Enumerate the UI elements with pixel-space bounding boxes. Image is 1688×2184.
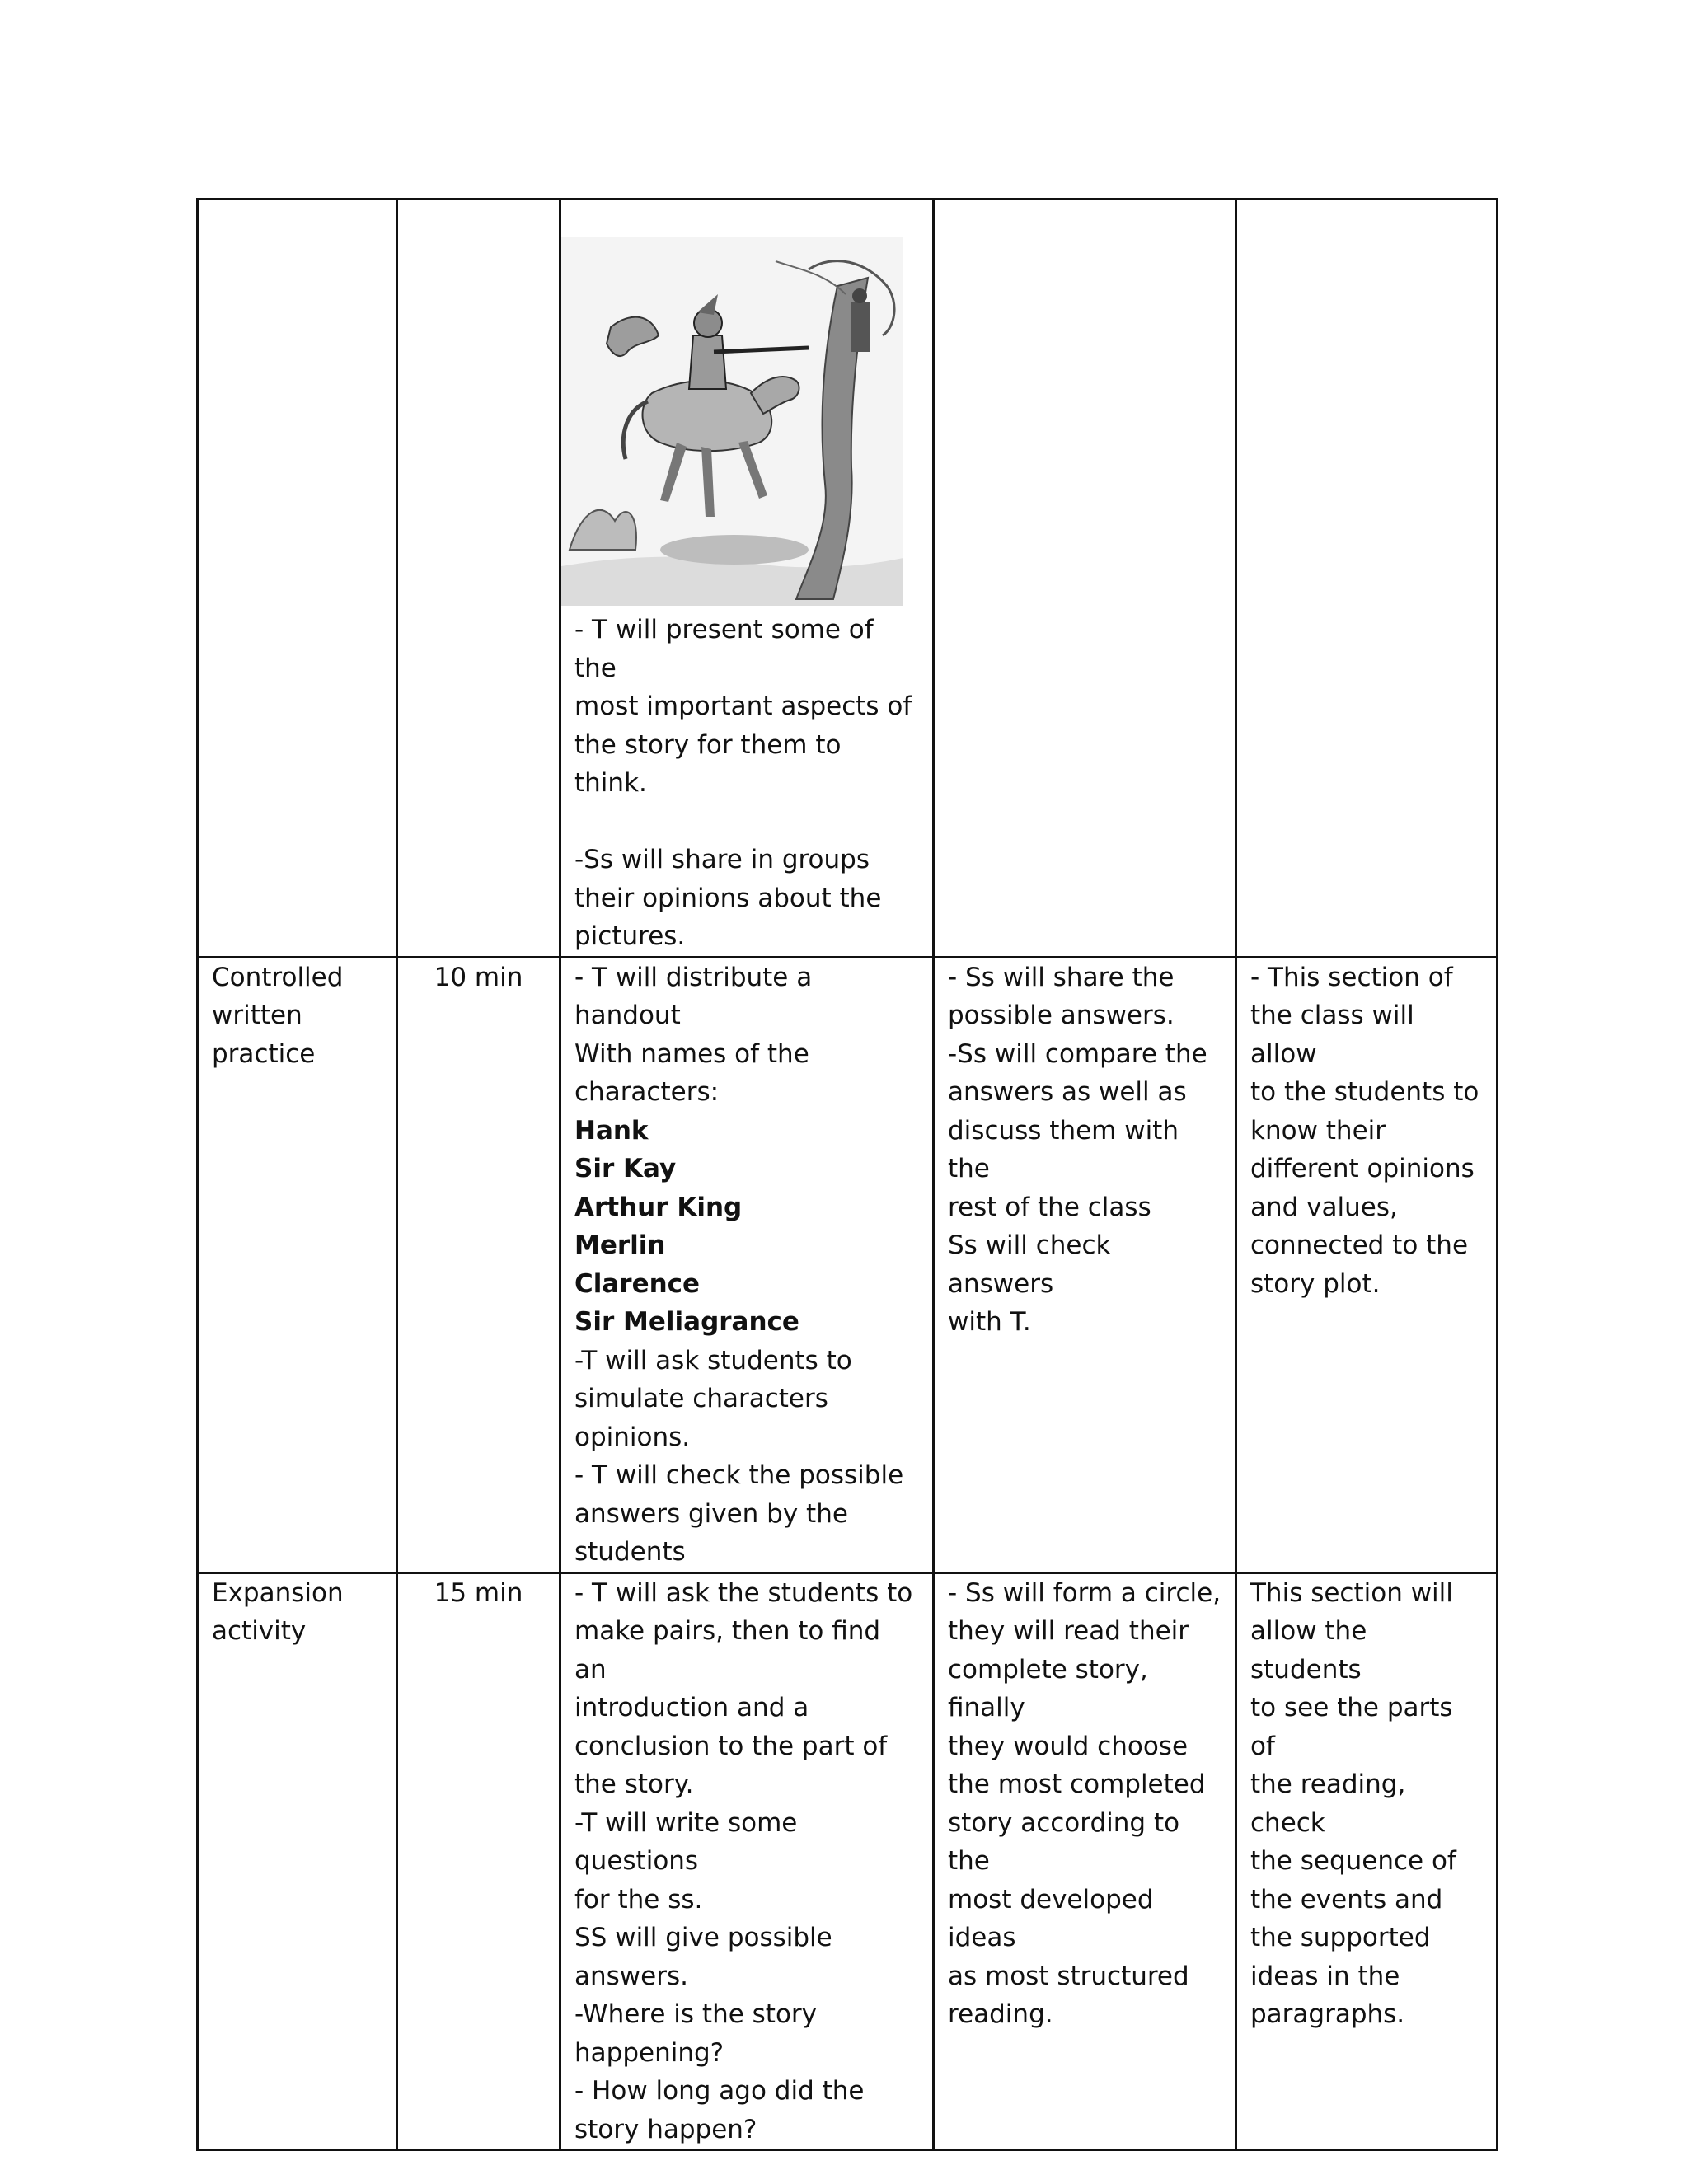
time-cell — [397, 1572, 560, 2150]
text-line: -Ss will compare the — [948, 1038, 1207, 1069]
text-line: to the students to — [1250, 1077, 1479, 1107]
character-name: Hank — [574, 1115, 649, 1146]
text-line: - This section of — [1250, 962, 1453, 992]
character-name: Sir Kay — [574, 1154, 677, 1183]
text-line: answers as well as — [948, 1077, 1187, 1107]
text-line: rest of the class — [948, 1192, 1151, 1222]
purpose-cell — [1236, 957, 1498, 1572]
teacher-activity-cell — [560, 199, 934, 958]
text-line: - T will distribute a handout — [574, 962, 821, 1030]
text-line: happening? — [574, 2037, 724, 2068]
text-line: written — [212, 1001, 302, 1030]
text-line: the supported — [1250, 1923, 1431, 1952]
text-line: make pairs, then to find an — [574, 1616, 889, 1685]
text-line — [574, 803, 919, 841]
stage-cell — [198, 1572, 397, 2150]
text-line: the sequence of — [1250, 1846, 1456, 1876]
text-line: for the ss. — [574, 1884, 703, 1915]
text-line: -T will write some questions — [574, 1807, 806, 1876]
character-name: Clarence — [574, 1268, 701, 1299]
text-line: - How long ago did the — [574, 2076, 865, 2106]
text-line: the class will allow — [1250, 1001, 1423, 1069]
text-line: With names of the — [574, 1038, 809, 1069]
student-activity-cell — [934, 957, 1236, 1572]
teacher-activity-cell — [560, 1572, 934, 2150]
text-line: the reading, check — [1250, 1769, 1414, 1838]
text-line: the events and — [1250, 1884, 1443, 1915]
text-line: allow the students — [1250, 1616, 1376, 1685]
text-line: Expansion — [212, 1577, 344, 1608]
table-row — [198, 199, 1498, 958]
text-line: -Ss will share in groups — [574, 845, 870, 874]
text-line: complete story, finally — [948, 1654, 1156, 1722]
stage-cell — [198, 199, 397, 958]
text-line: the most completed — [948, 1769, 1206, 1799]
text-line: SS will give possible — [574, 1923, 832, 1952]
text-line: ideas in the — [1250, 1961, 1400, 1991]
character-name: Arthur King — [574, 1192, 743, 1222]
text-line: and values, — [1250, 1192, 1398, 1222]
table-row — [198, 1572, 1498, 2150]
lesson-plan-table — [196, 198, 1498, 2151]
time-cell — [397, 957, 560, 1572]
text-line: opinions. — [574, 1422, 691, 1452]
text-line: as most structured — [948, 1961, 1189, 1991]
text-line: reading. — [948, 1999, 1053, 2029]
text-line: introduction and a — [574, 1693, 809, 1722]
character-name: Sir Meliagrance — [574, 1307, 799, 1337]
text-line: - Ss will form a circle, — [948, 1577, 1221, 1608]
text-line: possible answers. — [948, 1001, 1175, 1030]
text-line: This section will — [1250, 1577, 1453, 1608]
purpose-cell — [1236, 199, 1498, 958]
text-line: to see the parts of — [1250, 1693, 1461, 1761]
text-line: discuss them with the — [948, 1115, 1187, 1183]
text-line: -T will ask students to — [574, 1345, 852, 1376]
text-line: story according to the — [948, 1807, 1188, 1876]
time-cell — [397, 199, 560, 958]
text-line: -Where is the story — [574, 1999, 818, 2029]
text-line: connected to the — [1250, 1230, 1469, 1260]
text-line: the story for them to think. — [574, 729, 850, 798]
text-line: answers. — [574, 1961, 688, 1991]
student-activity-cell — [934, 199, 1236, 958]
text-line: practice — [212, 1038, 316, 1069]
text-line: know their — [1250, 1115, 1386, 1146]
time-value: 15 min — [434, 1577, 523, 1608]
text-line: characters: — [574, 1077, 720, 1107]
text-line: story plot. — [1250, 1268, 1381, 1299]
text-line: - T will check the possible — [574, 1460, 904, 1490]
text-line: - T will present some of the — [574, 615, 882, 683]
text-line: with T. — [948, 1307, 1031, 1337]
teacher-activity-cell — [560, 957, 934, 1572]
text-line: their opinions about the — [574, 883, 882, 913]
text-line: different opinions — [1250, 1154, 1475, 1183]
student-activity-cell — [934, 1572, 1236, 2150]
character-list — [574, 1112, 919, 1342]
time-value: 10 min — [434, 962, 523, 992]
text-line: pictures. — [574, 921, 686, 951]
text-line: - T will ask the students to — [574, 1577, 913, 1608]
text-line: paragraphs. — [1250, 1999, 1405, 2029]
stage-cell — [198, 957, 397, 1572]
purpose-cell — [1236, 1572, 1498, 2150]
character-name: Merlin — [574, 1230, 666, 1260]
table-row — [198, 957, 1498, 1572]
text-line: answers given by the — [574, 1498, 848, 1529]
text-line: activity — [212, 1616, 307, 1646]
knight-on-horse-illustration — [561, 237, 903, 606]
text-line: most developed ideas — [948, 1884, 1162, 1952]
text-line: Ss will check answers — [948, 1230, 1119, 1299]
text-line: Controlled — [212, 962, 344, 992]
text-line: story happen? — [574, 2114, 757, 2144]
text-line: - Ss will share the — [948, 962, 1175, 992]
text-line: they would choose — [948, 1731, 1189, 1761]
text-line: simulate characters — [574, 1384, 828, 1413]
text-line: most important aspects of — [574, 691, 912, 721]
text-line: they will read their — [948, 1616, 1189, 1646]
text-line: the story. — [574, 1769, 694, 1799]
text-line: students — [574, 1537, 686, 1567]
text-line: conclusion to the part of — [574, 1731, 888, 1761]
